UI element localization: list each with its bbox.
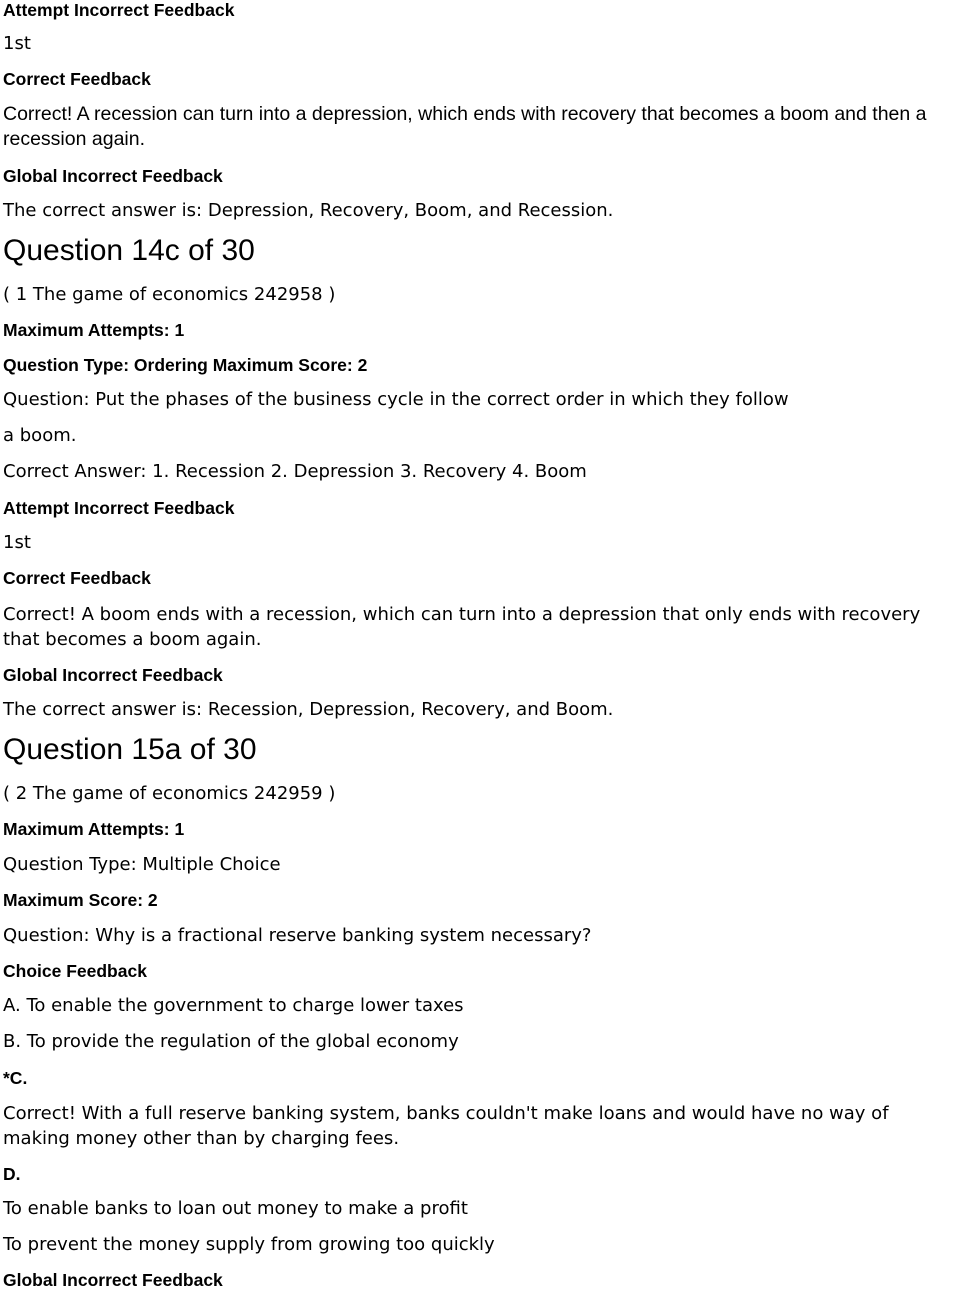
question-14c-attempt-incorrect-label: Attempt Incorrect Feedback bbox=[3, 498, 235, 518]
question-15a-extra-line: To prevent the money supply from growing too quickly bbox=[3, 1234, 495, 1255]
question-15a-global-incorrect-label: Global Incorrect Feedback bbox=[3, 1270, 223, 1290]
attempt-incorrect-label: Attempt Incorrect Feedback bbox=[3, 0, 235, 20]
question-15a-max-score: Maximum Score: 2 bbox=[3, 890, 158, 910]
question-14c-title: Question 14c of 30 bbox=[3, 234, 255, 267]
question-14c-type-score: Question Type: Ordering Maximum Score: 2 bbox=[3, 355, 368, 375]
question-14c-global-incorrect-text: The correct answer is: Recession, Depression, Recovery, and Boom. bbox=[3, 699, 614, 720]
question-15a-max-attempts: Maximum Attempts: 1 bbox=[3, 819, 185, 839]
question-15a-choice-c-feedback: Correct! With a full reserve banking system, banks couldn't make loans and would have no way of making money other than by charging fees. bbox=[3, 1103, 889, 1149]
question-15a-choice-d-text: To enable banks to loan out money to make a profit bbox=[3, 1198, 468, 1219]
question-14c-correct-feedback-label: Correct Feedback bbox=[3, 568, 151, 588]
question-14c-max-attempts: Maximum Attempts: 1 bbox=[3, 320, 185, 340]
question-15a-choice-c-label: *C. bbox=[3, 1068, 28, 1088]
question-15a-choice-d-label: D. bbox=[3, 1164, 21, 1184]
question-15a-choice-feedback-label: Choice Feedback bbox=[3, 961, 147, 981]
question-15a-title: Question 15a of 30 bbox=[3, 733, 257, 766]
question-15a-question: Question: Why is a fractional reserve banking system necessary? bbox=[3, 925, 592, 946]
question-14c-attempt-number: 1st bbox=[3, 532, 31, 553]
correct-feedback-label: Correct Feedback bbox=[3, 69, 151, 89]
question-15a-choice-b: B. To provide the regulation of the global economy bbox=[3, 1031, 459, 1052]
question-14c-global-incorrect-label: Global Incorrect Feedback bbox=[3, 665, 223, 685]
question-15a-source: ( 2 The game of economics 242959 ) bbox=[3, 783, 336, 804]
correct-feedback-text: Correct! A recession can turn into a depression, which ends with recovery that becomes a boom and then a recession again. bbox=[3, 103, 927, 150]
question-14c-correct-feedback-text: Correct! A boom ends with a recession, which can turn into a depression that only ends with recovery that becomes a boom again. bbox=[3, 604, 921, 650]
attempt-number: 1st bbox=[3, 33, 31, 54]
global-incorrect-text: The correct answer is: Depression, Recovery, Boom, and Recession. bbox=[3, 200, 614, 221]
question-14c-source: ( 1 The game of economics 242958 ) bbox=[3, 284, 336, 305]
question-14c-correct-answer: Correct Answer: 1. Recession 2. Depression 3. Recovery 4. Boom bbox=[3, 461, 587, 482]
question-15a-choice-a: A. To enable the government to charge lower taxes bbox=[3, 995, 464, 1016]
question-14c-text-line1: Question: Put the phases of the business cycle in the correct order in which they follow bbox=[3, 389, 789, 410]
question-14c-text-line2: a boom. bbox=[3, 425, 77, 446]
question-15a-type: Question Type: Multiple Choice bbox=[3, 854, 281, 875]
global-incorrect-label: Global Incorrect Feedback bbox=[3, 166, 223, 186]
